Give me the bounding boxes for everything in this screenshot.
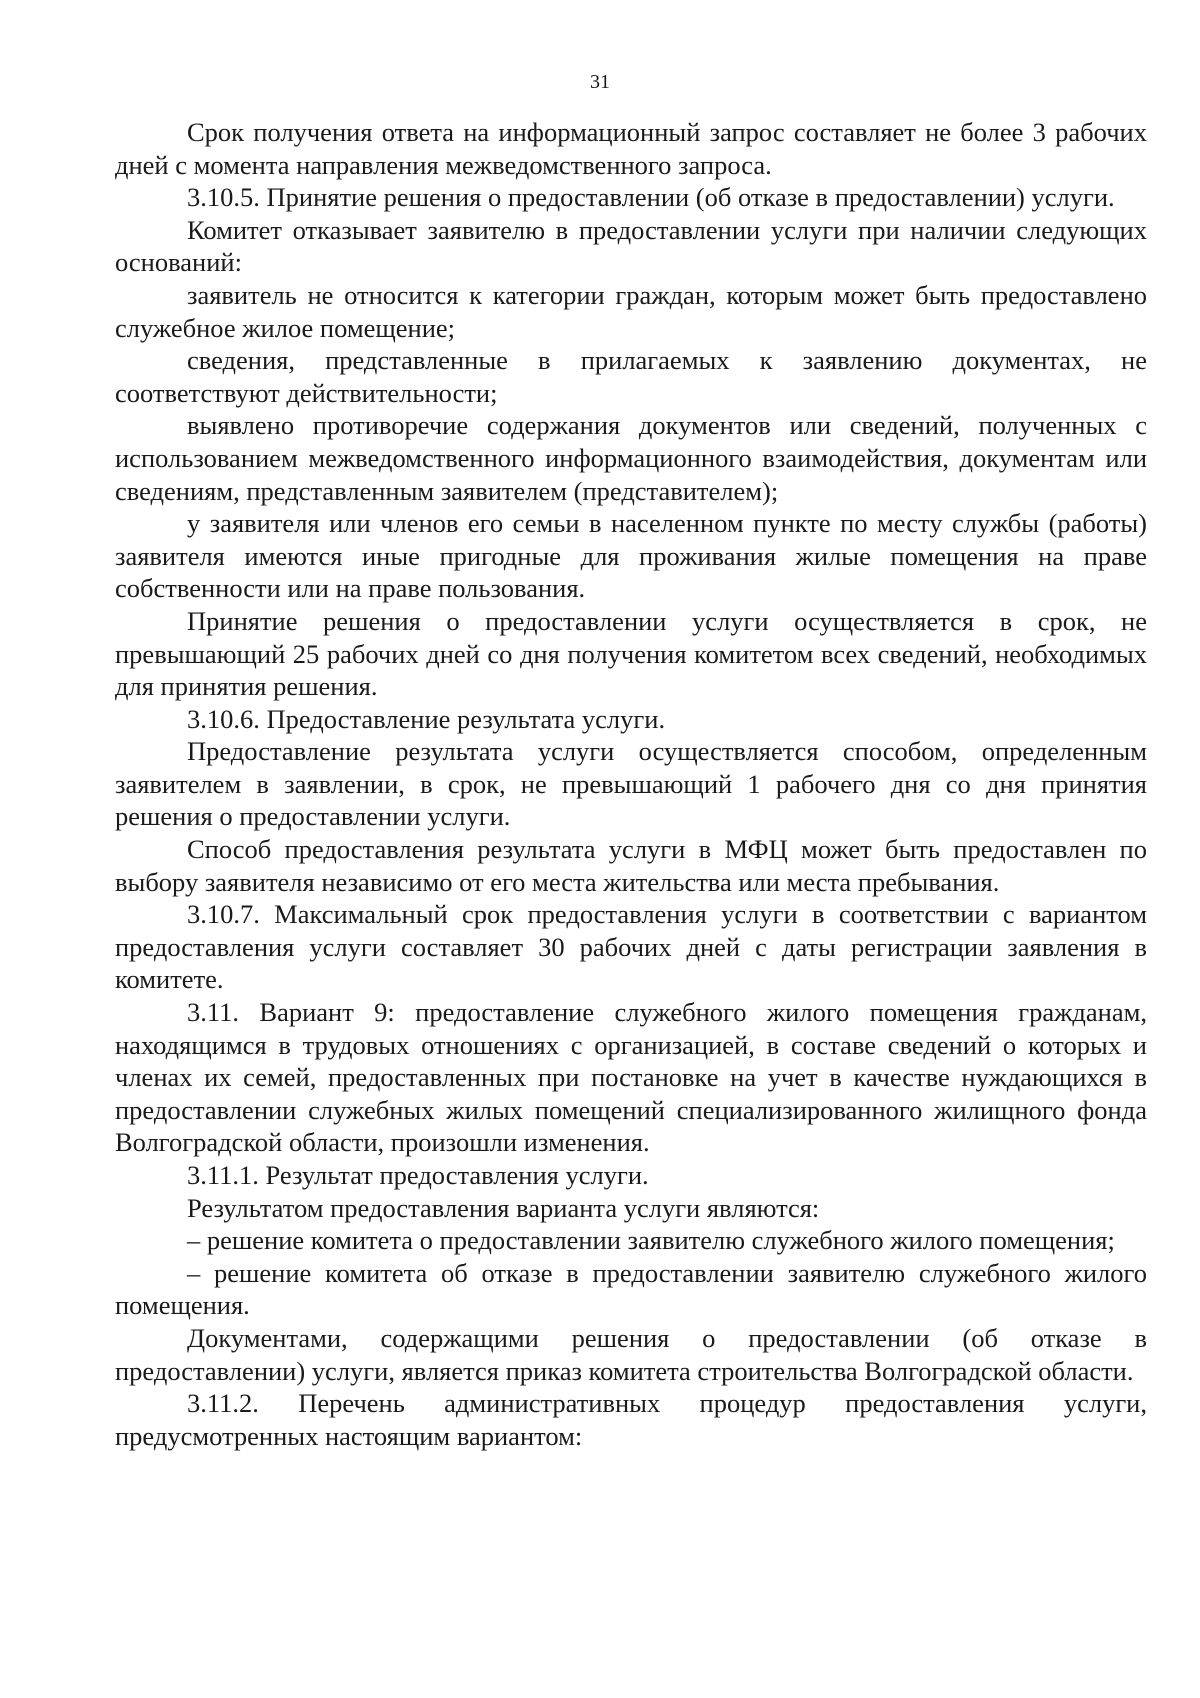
list-item: – решение комитета об отказе в предоставлении заявителю служебного жилого помещения. <box>115 1257 1147 1321</box>
list-item: заявитель не относится к категории граждан, которым может быть предоставлено служебное жилое помещение; <box>115 279 1147 343</box>
section-heading-3-10-7: 3.10.7. Максимальный срок предоставления услуги в соответствии с вариантом предоставления услуги составляет 30 рабочих дней с даты регистрации заявления в комитете. <box>115 899 1147 995</box>
list-item: выявлено противоречие содержания документов или сведений, полученных с использованием межведомственного информационного взаимодействия, документам или сведениям, представленным заявителем (представителем); <box>115 410 1147 506</box>
paragraph: Способ предоставления результата услуги в МФЦ может быть предоставлен по выбору заявителя независимо от его места жительства или места пребывания. <box>115 834 1147 897</box>
paragraph: Документами, содержащими решения о предоставлении (об отказе в предоставлении) услуги, является приказ комитета строительства Волгоградской области. <box>115 1322 1147 1386</box>
section-heading-3-10-6: 3.10.6. Предоставление результата услуги. <box>187 703 666 734</box>
paragraph: Принятие решения о предоставлении услуги осуществляется в срок, не превышающий 25 рабочих дней со дня получения комитетом всех сведений, необходимых для принятия решения. <box>115 605 1147 702</box>
list-item: – решение комитета о предоставлении заявителю служебного жилого помещения; <box>187 1225 1115 1256</box>
document-body <box>115 116 1147 1452</box>
section-heading-3-11-1: 3.11.1. Результат предоставления услуги. <box>187 1160 649 1190</box>
paragraph: Срок получения ответа на информационный запрос составляет не более 3 рабочих дней с момента направления межведомственного запроса. <box>115 117 1147 180</box>
section-heading-3-10-5: 3.10.5. Принятие решения о предоставлении (об отказе в предоставлении) услуги. <box>187 182 1115 213</box>
paragraph: Комитет отказывает заявителю в предоставлении услуги при наличии следующих оснований: <box>115 214 1147 278</box>
section-heading-3-11-2: 3.11.2. Перечень административных процедур предоставления услуги, предусмотренных настоящим вариантом: <box>115 1388 1147 1451</box>
paragraph: Результатом предоставления варианта услуги являются: <box>187 1192 820 1223</box>
section-heading-3-11: 3.11. Вариант 9: предоставление служебного жилого помещения гражданам, находящимся в трудовых отношениях с организацией, в составе сведений о которых и членах их семей, предоставленных при постановке на учет в качестве нуждающихся в предоставлении служебных жилых помещений специализированного жилищного фонда Волгоградской области, произошли изменения. <box>115 997 1147 1158</box>
list-item: у заявителя или членов его семьи в населенном пункте по месту службы (работы) заявителя имеются иные пригодные для проживания жилые помещения на праве собственности или на праве пользования. <box>115 508 1147 604</box>
paragraph: Предоставление результата услуги осуществляется способом, определенным заявителем в заявлении, в срок, не превышающий 1 рабочего дня со дня принятия решения о предоставлении услуги. <box>115 736 1147 832</box>
page-number: 31 <box>590 71 610 93</box>
list-item: сведения, представленные в прилагаемых к заявлению документах, не соответствуют действительности; <box>115 345 1147 408</box>
